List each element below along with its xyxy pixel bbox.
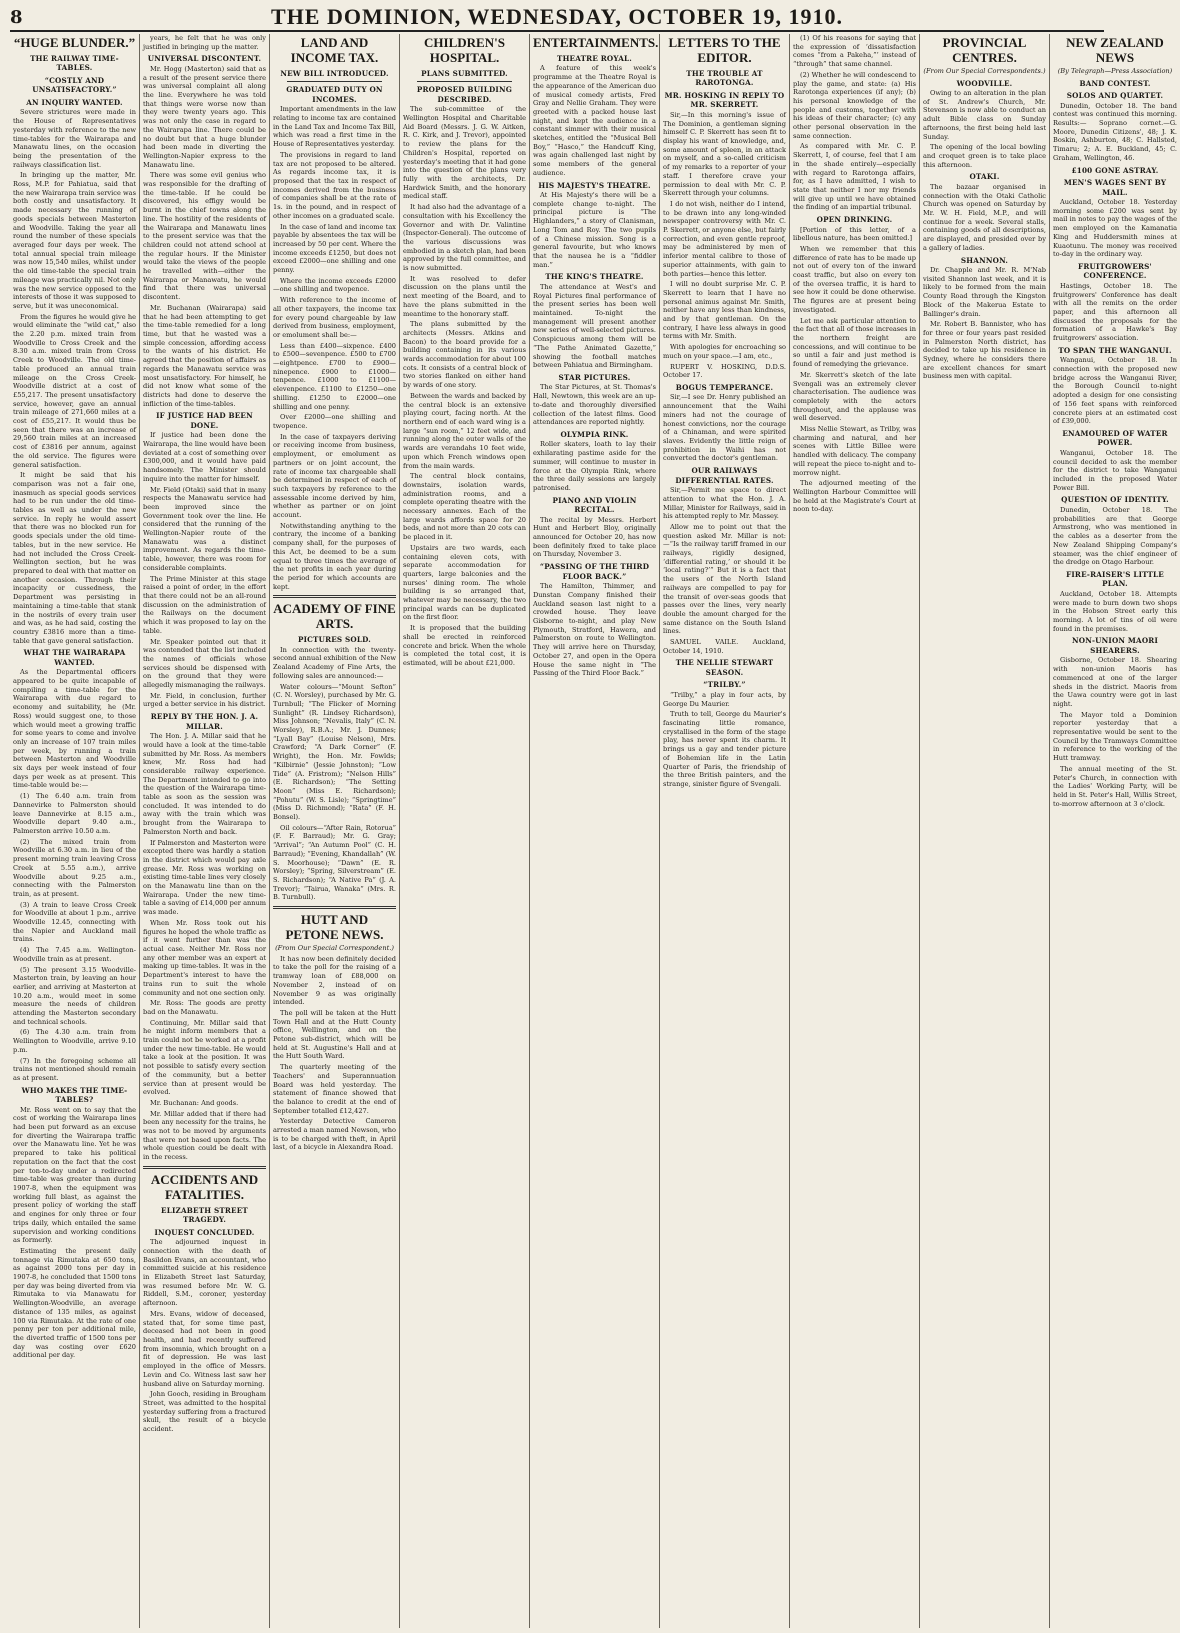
- subheading: UNIVERSAL DISCONTENT.: [147, 54, 262, 64]
- subheading: PICTURES SOLD.: [297, 635, 372, 645]
- paragraph: Less than £400—sixpence. £400 to £500—sevenpence. £500 to £700—eightpence. £700 to £900—ninepence. £900 to £1000—tenpence. £1000 to £1100—elevenpence. £1100 to £1250—one shilling. £1250 to £2000—one shilling and one penny.: [273, 341, 396, 411]
- paragraph: When we remember that this difference of rate has to be made up not out of every ton of the inward coast traffic, but also on every ton of the oversea traffic, it is hard to see how it could be done otherwise. The figures are at present being investigated.: [793, 244, 916, 314]
- paragraph: The recital by Messrs. Herbert Hunt and Herbert Bloy, originally announced for October 20, has now been definitely fixed to take place on Thursday, November 3.: [533, 515, 656, 559]
- paragraph: In bringing up the matter, Mr. Ross, M.P. for Pahiatua, said that the new Wairarapa train service was both costly and unsatisfactory. It made necessary the running of goods specials between Masterton and Woodville. Taking the year all round the number of these specials averaged four days per week. The total annual special train mileage was now 15,540 miles, whilst under the old time-table the special train mileage was practically nil. Not only was the new service opposed to the interests of those it was supposed to serve, but it was uneconomical.: [13, 171, 136, 310]
- paragraph: The adjourned meeting of the Wellington Harbour Committee will be held at the Magistrate's Court at noon to-day.: [793, 479, 916, 514]
- subheading: ELIZABETH STREET TRAGEDY.: [161, 1205, 248, 1225]
- paragraph: It is proposed that the building shall be erected in reinforced concrete and brick. When the whole is completed the total cost, it is estimated, will be about £21,000.: [403, 624, 526, 667]
- subheading: PIANO AND VIOLIN RECITAL.: [552, 495, 637, 515]
- paragraph: Mr. Field (Otaki) said that in many respects the Manawatu service had been improved since the Government took over the line. He considered that the running of the Wellington-Napier route of the Manawatu was a distinct improvement. As regards the time-table, however, there was room for considerable complaints.: [143, 485, 266, 572]
- paragraph: The plans submitted by the architects (Messrs. Atkins and Bacon) to the board provide for a building containing in its various wards accommodation for about 100 cots. It consists of a central block of two stories flanked on either hand by wards of one story.: [403, 320, 526, 390]
- paragraph: Notwithstanding anything to the contrary, the income of a banking company shall, for the purposes of this Act, be deemed to be a sum equal to three times the average of the net profits in each year during the period for which accounts are kept.: [273, 521, 396, 591]
- subheading: TO SPAN THE WANGANUI.: [1058, 345, 1172, 355]
- subheading: FIRE-RAISER'S LITTLE PLAN.: [1066, 569, 1164, 589]
- paragraph: The quarterly meeting of the Teachers' and Superannuation Board was held yesterday. The statement of finance showed that the balance to credit at the end of September totalled £12,427.: [273, 1063, 396, 1115]
- subheading: BAND CONTEST.: [1079, 78, 1151, 88]
- headline: PROVINCIAL CENTRES.: [942, 35, 1027, 65]
- paragraph: Wanganui, October 18. The council decided to ask the member for the district to take Wanganui included in the proposed Water Power Bill.: [1053, 448, 1177, 492]
- subheading: MEN'S WAGES SENT BY MAIL.: [1063, 178, 1167, 197]
- paragraph: Severe strictures were made in the House of Representatives yesterday with reference to the new time-tables for the Wairarapa and Manawatu lines, on the occasion being the presentation of the railways classification list.: [13, 108, 136, 169]
- paragraph: (2) Whether he will condescend to play the game, and state: (a) His Rarotonga experiences (if any); (b) his personal knowledge of the people and customs, together with his ideas of their character; (c) any other personal observation in the same connection.: [793, 70, 916, 140]
- headline: ENTERTAINMENTS.: [533, 35, 659, 50]
- paragraph: The Hon. J. A. Millar said that he would have a look at the time-table submitted by Mr. Ross. As members knew, Mr. Ross had had considerable railway experience. The Department intended to go into the question of the Wairarapa time-table as soon as the session was concluded. It was intended to do away with the train which was brought from the Wairarapa to Palmerston North and back.: [143, 732, 266, 836]
- paragraph: (3) A train to leave Cross Creek for Woodville at about 1 p.m., arrive Woodville 12.45, connecting with the Napier and Auckland mail trains.: [13, 900, 136, 944]
- subheading: THE TROUBLE AT RAROTONGA.: [686, 68, 763, 88]
- paragraph: Dunedin, October 18. The probabilities are that George Armstrong, who was mentioned in the cables as a deserter from the New Zealand Shipping Company's steamer, was the chief engineer of the dredge on Otago Harbour.: [1053, 505, 1177, 567]
- column-2: [140, 34, 270, 1628]
- subheading: OUR RAILWAYS DIFFERENTIAL RATES.: [675, 466, 774, 485]
- subheading: OLYMPIA RINK.: [560, 429, 629, 439]
- subheading: AN INQUIRY WANTED.: [26, 97, 123, 107]
- paragraph: The central block contains, downstairs, isolation wards, administration rooms, and a complete operating theatre with the necessary annexes. Each of the large wards affords space for 20 beds, and not more than 20 cots can be placed in it.: [403, 472, 526, 542]
- column-6: [660, 34, 790, 1628]
- headline: ACADEMY OF FINE ARTS.: [273, 601, 396, 632]
- paragraph: As compared with Mr. C. P. Skerrett, I, of course, feel that I am in the shade entirely—especially with regard to Rarotonga affairs, for, as I have admitted, I wish to state that neither I nor my friends will give up until we have obtained the finding of an impartial tribunal.: [793, 142, 916, 212]
- paragraph: If Palmerston and Masterton were excepted there was hardly a station in the district which would pay axle grease. Mr. Ross was working on existing time-table lines very closely on the Manawatu line than on the Wairarapa. Under the new time-table a saving of £14,000 per annum was made.: [143, 838, 266, 917]
- subheading: ENAMOURED OF WATER POWER.: [1062, 428, 1168, 448]
- paragraph: Mr. Hogg (Masterton) said that as a result of the present service there was universal complaint all along the line. Everywhere he was told that things were worse now than they were twenty years ago. This was not only the case in regard to the Wairarapa line. There could be no doubt but that a huge blunder had been made in diverting the Wellington-Napier express to the Manawatu line.: [143, 64, 266, 169]
- paragraph: I will no doubt surprise Mr. C. P. Skerrett to learn that I have no personal animus against Mr. Smith, neither have any less than kindness, and by that gentleman. On the contrary, I have less always in good terms with Mr. Smith.: [663, 280, 786, 341]
- double-rule: [143, 1166, 266, 1169]
- headline: CHILDREN'S HOSPITAL.: [424, 35, 505, 65]
- subheading: THE KING'S THEATRE.: [545, 272, 644, 282]
- paragraph: Dr. Chapple and Mr. R. M'Nab visited Shannon last week, and it is likely to be formed from the main County Road through the Kingston Block of the Makerua Estate to Ballinger's drain.: [923, 266, 1046, 318]
- paragraph: Wanganui, October 18. In connection with the proposed new bridge across the Wanganui River, the Borough Council to-night adopted a design for one consisting of 156 feet spans with reinforced concrete piers at an estimated cost of £39,000.: [1053, 356, 1177, 426]
- paragraph: Water colours—“Mount Sefton” (C. N. Worsley), purchased by Mr. G. Turnbull; “The Flicker of Morning Sunlight” (R. Lindsey Richardson), Miss Johnson; “Nevalis, Italy” (C. N. Worsley), R.B.A.; Mr. J. Dunnes; “Lyall Bay” (Louise Nelson), Mrs. Crawford; “A Dark Corner” (F. Wright), the Hon. Mr. Fowlds; “Kilbirnie” (Jessie Johnston); “Low Tide” (A. Fristrom); “Nelson Hills” (E. Richardson); “The Setting Moon” (Miss E. Richardson); “Pohutu” (W. S. Lisle); “Springtime” (Miss D. Richmond); “Rata” (F. H. Bonsel).: [273, 682, 396, 822]
- subheading: “PASSING OF THE THIRD FLOOR BACK.”: [539, 562, 650, 581]
- paragraph: The sub-committee of the Wellington Hospital and Charitable Aid Board (Messrs. J. G. W. Aitken, R. C. Kirk, and J. Trevor), appointed to review the plans for the Children's Hospital, reported on yesterday's meeting that it had gone into the question of the plans very fully with the architects, Dr. Hardwick Smith, and the honorary medical staff.: [403, 105, 526, 201]
- paragraph: The Hamilton, Thimmer, and Dunstan Company finished their Auckland season last night to a crowded house. They leave Gisborne to-night, and play New Plymouth, Stratford, Hawera, and Palmerston on route to Wellington. They will arrive here on Thursday, October 27, and open in the Opera House the same night in “The Passing of the Third Floor Back.”: [533, 582, 656, 678]
- paragraph: RUPERT V. HOSKING, D.D.S. October 17.: [663, 362, 786, 380]
- paragraph: Gisborne, October 18. Shearing with non-union Maoris has commenced at one of the larger sheds in the district. Maoris from the Uawa country were got in last night.: [1053, 656, 1177, 708]
- paragraph: In the case of taxpayers deriving or receiving income from business, employment, or emolument as partners or on joint account, the rate of income tax chargeable shall be determined in respect of each of such taxpayers by reference to the assessable income derived by him, whether as partner or on joint account.: [273, 432, 396, 520]
- paragraph: The bazaar organised in connection with the Otaki Catholic Church was opened on Saturday by Mr. W. H. Field, M.P., and will continue for a week. Several stalls, containing goods of all descriptions, are displayed, and presided over by a gallery of ladies.: [923, 182, 1046, 252]
- byline: (From Our Special Correspondents.): [923, 66, 1046, 75]
- subheading: SOLOS AND QUARTET.: [1066, 91, 1164, 101]
- paragraph: I do not wish, neither do I intend, to be drawn into any long-winded newspaper controversy with Mr. C. P. Skerrett, or anyone else, but fairly correction, and even gentle reproof, may be administered by men of inferior mental calibre to those of superior attainments, with gain to both parties—hence this letter.: [663, 199, 786, 278]
- column-7: [790, 34, 920, 1628]
- headline: ACCIDENTS AND FATALITIES.: [150, 1171, 259, 1202]
- paragraph: Sir,—I see Dr. Henry published an announcement that the Waihi miners had not the courage of honest convictions, nor the courage of a Chinaman, and were spirited slaves. Evidently the little reign of prohibition in Waihi has not converted the doctor's gentleman.: [663, 393, 786, 463]
- column-8: [920, 34, 1050, 1628]
- subheading: INQUEST CONCLUDED.: [154, 1227, 255, 1237]
- paragraph: In the case of land and income tax payable by absentees the tax will be increased by 50 per cent. Where the income exceeds £1250, but does not exceed £2000—one shilling and one penny.: [273, 222, 396, 275]
- column-1: [10, 34, 140, 1628]
- headline: LAND AND INCOME TAX.: [290, 35, 379, 65]
- paragraph: It had also had the advantage of a consultation with his Excellency the Governor and with Dr. Valintine (Inspector-General). The outcome of the various discussions was embodied in a sketch plan, had been approved by the full committee, and is now submitted.: [403, 203, 526, 273]
- paragraph: Upstairs are two wards, each containing eleven cots, with separate accommodation for quarters, large balconies and the nurses' dining room. The whole building is so arranged that, whatever may be necessary, the two principal wards can be duplicated on the first floor.: [403, 543, 526, 622]
- paragraph: Continuing, Mr. Millar said that he might inform members that a train could not be worked at a profit under the new time-table. He would take a look at the position. It was not possible to satisfy every section of the community, but a better service than at present would be evolved.: [143, 1018, 266, 1097]
- subheading: THEATRE ROYAL.: [557, 53, 632, 63]
- paragraph: Dunedin, October 18. The band contest was continued this morning. Results:— Soprano cornet.—G. Moore, Dunedin Citizens', 48; J. K. Boskin, Ashburton, 48; C. Hallsted, Timaru; 2; A. E. Buckland, 45; C. Graham, Wellington, 46.: [1053, 101, 1177, 162]
- paragraph: SAMUEL VAILE. Auckland, October 14, 1910.: [663, 638, 786, 655]
- paragraph: Important amendments in the law relating to income tax are contained in the Land Tax and Income Tax Bill, which was read a first time in the House of Representatives yesterday.: [273, 105, 396, 149]
- paragraph: (4) The 7.45 a.m. Wellington-Woodville train as at present.: [13, 946, 136, 963]
- paragraph: Sir,—Permit me space to direct attention to what the Hon. J. A. Millar, Minister for Railways, said in his attempted reply to Mr. Massey.: [663, 486, 786, 521]
- subheading: BOGUS TEMPERANCE.: [675, 382, 774, 392]
- paragraph: Mr. Buchanan (Wairarapa) said that he had been attempting to get the time-table remedied for a long time, but that he wasted was a simple concession, affording access to the wants of his district. He agreed that the position of affairs as regards the Manawatu service was most unsatisfactory. For himself, he did not know what some of the districts had done to deserve the infliction of the time-tables.: [143, 303, 266, 408]
- subheading: THE RAILWAY TIME-TABLES.: [30, 53, 119, 73]
- paragraph: Auckland, October 18. Yesterday morning some £200 was sent by mail in notes to pay the wages of the men employed on the Kamanatia King and Huddersmith mines at Kuaotunu. The money was received to-day in the ordinary way.: [1053, 198, 1177, 259]
- paragraph: Mr. Ross went on to say that the cost of working the Wairarapa lines had been put forward as an excuse for diverting the Wairarapa traffic over the Manawatu line. Yet he was prepared to take his political reputation on the fact that the cost per ton-to-day under a redirected time-table was greater than during 1907-8, when the equipment was working full blast, as against the present policy of working the staff and engines for only three or four trips daily, which entailed the same supervision and working conditions as formerly.: [13, 1105, 136, 1245]
- paragraph: Sir,—In this morning's issue of The Dominion, a gentleman signing himself C. P. Skerrett has seen fit to display his want of knowledge, and, some amount of spleen, in an attack on myself, and a so-called criticism of my remarks to a reporter of your staff. I therefore crave your permission to deal with Mr. C. P. Skerrett through your columns.: [663, 110, 786, 198]
- paragraph: Roller skaters, loath to lay their exhilarating pastime aside for the summer, will continue to muster in force at the Olympia Rink, where the three daily sessions are largely patronised.: [533, 440, 656, 492]
- paragraph: Between the wards and backed by the central block is an extensive playing court, facing north. At the northern end of each ward wing is a large “sun room,” 12 feet wide, and running along the outer walls of the wards are verandahs 10 feet wide, upon which French windows open from the main wards.: [403, 391, 526, 470]
- paragraph: Mr. Buchanan: And goods.: [150, 1098, 239, 1107]
- headline: LETTERS TO THE EDITOR.: [668, 35, 781, 65]
- double-rule: [273, 595, 396, 598]
- subheading: SHANNON.: [960, 255, 1009, 265]
- paragraph: The poll will be taken at the Hutt Town Hall and at the Hutt County office, Wellington, and on the Petone sub-district, which will be held at St. Augustine's Hall and at the Hutt South Ward.: [273, 1008, 396, 1061]
- subheading: OPEN DRINKING.: [816, 215, 893, 225]
- paragraph: Mr. Millar added that if there had been any necessity for the trains, he was not to be moved by arguments that were not based upon facts. The whole question could be dealt with in the recess.: [143, 1109, 266, 1162]
- paragraph: The Mayor told a Dominion reporter yesterday that a representative would be sent to the Council by the Tramways Committee in reference to the working of the Hutt tramway.: [1053, 710, 1177, 763]
- subheading: IF JUSTICE HAD BEEN DONE.: [156, 411, 253, 430]
- paragraph: The annual meeting of the St. Peter's Church, in connection with the Ladies' Working Party, will be held in St. Peter's Hall, Willis Street, to-morrow afternoon at 3 o'clock.: [1053, 764, 1177, 808]
- subheading: STAR PICTURES.: [558, 372, 631, 382]
- paragraph: Where the income exceeds £2000—one shilling and twopence.: [273, 276, 396, 294]
- column-9: [1050, 34, 1180, 1628]
- paragraph: (5) The present 3.15 Woodville-Masterton train, by leaving an hour earlier, and arriving at Masterton at 10.20 a.m., would meet in some measure the needs of children attending the Masterton secondary and technical schools.: [13, 965, 136, 1026]
- paragraph: Mr. Ross: The goods are pretty bad on the Manawatu.: [143, 999, 266, 1016]
- subheading: NEW BILL INTRODUCED.: [280, 68, 389, 78]
- paragraph: Estimating the present daily tonnage via Rimutaka at 650 tons, as against 2000 tons per day in 1907-8, he concluded that 1500 tons per day was being diverted from via Rimutaka to via Manawatu for Wellington-Woodville, an average distance of 135 miles, as against 100 via Rimutaka. At the rate of one penny per ton per additional mile, the diverted traffic of 1500 tons per day was costing over £620 additional per day.: [13, 1246, 136, 1360]
- column-4: [400, 34, 530, 1628]
- subheading: PLANS SUBMITTED.: [421, 68, 508, 78]
- paragraph: If justice had been done the Wairarapa, the line would have been deviated at a cost of something over £300,000, and it would have paid handsomely. The Minister should inquire into the matter for himself.: [143, 431, 266, 483]
- double-rule: [273, 906, 396, 909]
- paragraph: (7) In the foregoing scheme all trains not mentioned should remain as at present.: [13, 1056, 136, 1082]
- paragraph: It might be said that his comparison was not a fair one, inasmuch as special goods services had to be run under the old time-tables as well as under the new service. In reply he would assert that there was no blocked run for goods specials under the old time-tables, but in the new service. He had not included the Cross Creek-Wellington section, but he was prepared to deal with that matter on another occasion. Through their incapacity or cussedness, the Department was persisting in maintaining a time-table that stank in the nostrils of every train user and was, as he had said, costing the country £3816 more than a time-table that gave general satisfaction.: [13, 471, 136, 645]
- paragraph: There was some evil genius who was responsible for the drafting of the time-table. If he could be discovered, his effigy would be burnt in the chief towns along the line. The hostility of the residents of the Wairarapa and Manawatu lines to the present service was that the children could not attend school at the regular hours. If the Minister would take the views of the people he travelled with—either the Wairarapa or Manawatu, he would find that there was universal discontent.: [143, 171, 266, 302]
- paragraph: Mrs. Evans, widow of deceased, stated that, for some time past, deceased had not been in good health, and had recently suffered from insomnia, which brought on a fit of depression. He was last employed in the office of Messrs. Levin and Co. Witness last saw her husband alive on Saturday morning.: [143, 1309, 266, 1388]
- paragraph: The Star Pictures, at St. Thomas's Hall, Newtown, this week are an up-to-date and thoroughly diversified collection of the latest films. Good attendances are reported nightly.: [533, 383, 656, 427]
- subheading: £100 GONE ASTRAY.: [1071, 165, 1159, 175]
- paragraph: At His Majesty's there will be a complete change to-night. The principal picture is “The Highlanders,” a story of Clanisman, Long Tom and Roy. The two pupils of a Chinese mission. Song is a general favourite, but who knows that the nausea he is a “fiddler man.”: [533, 191, 656, 269]
- byline: (By Telegraph—Press Association): [1057, 66, 1173, 75]
- byline: (From Our Special Correspondent.): [275, 943, 394, 952]
- paragraph: When Mr. Ross took out his figures he hoped the whole traffic as if it went further than was the actual case. Neither Mr. Ross nor any other member was an expert at making up time-tables. It was in the Department's interest to have the trains run to suit the whole community and not one section only.: [143, 918, 266, 997]
- subheading: QUESTION OF IDENTITY.: [1061, 495, 1169, 505]
- subheading: “COSTLY AND UNSATISFACTORY.”: [32, 75, 117, 95]
- subheading: GRADUATED DUTY ON INCOMES.: [286, 85, 383, 104]
- paragraph: Miss Nellie Stewart, as Trilby, was charming and natural, and her scenes with Little Billee were handled with delicacy. The company will repeat the piece to-night and to-morrow night.: [793, 425, 916, 477]
- newspaper-title: THE DOMINION, WEDNESDAY, OCTOBER 19, 1910.: [271, 4, 843, 29]
- paragraph: Over £2000—one shilling and twopence.: [273, 413, 396, 430]
- subheading: “TRILBY.”: [703, 680, 746, 690]
- subheading: HIS MAJESTY'S THEATRE.: [538, 180, 651, 190]
- subheading: NON-UNION MAORI SHEARERS.: [1071, 636, 1159, 655]
- short-rule: [287, 81, 382, 82]
- paragraph: (1) Of his reasons for saying that the expression of ‘dissatisfaction comes “from a Pakeha,”’ instead of “through” that same channel.: [793, 34, 916, 69]
- paragraph: Mr. Speaker pointed out that it was contended that the list included the names of officials whose services should be dispensed with on the ground that they were allegedly mismanaging the railways.: [143, 637, 266, 690]
- paragraph: It has now been definitely decided to take the poll for the raising of a tramway loan of £88,000 on November 2, instead of on November 9 as was originally intended.: [273, 954, 396, 1007]
- paragraph: Owing to an alteration in the plan of St. Andrew's Church, Mr. Stevenson is now able to conduct an adult Bible class on Sunday afternoons, the first being held last Sunday.: [923, 89, 1046, 141]
- paragraph: Mr. Robert B. Bannister, who has for three or four years past resided in Palmerston North district, has decided to take up his residence in Sydney, where he considers there are excellent chances for smart business men with capital.: [923, 320, 1046, 381]
- subheading: MR. HOSKING IN REPLY TO MR. SKERRETT.: [664, 90, 785, 110]
- paragraph: As the Departmental officers appeared to be quite incapable of compiling a time-table for the Wairarapa with due regard to economy and suitability, he (Mr. Ross) would suggest one, to those which would meet a growing traffic for some years to come and involve only an increase of 107 train miles per week, by running a train between Masterton and Woodville six days per week instead of four days per week as at present. This time-table would be:—: [13, 668, 136, 790]
- masthead: [10, 4, 1104, 32]
- subheading: WOODVILLE.: [956, 78, 1013, 88]
- short-rule: [417, 81, 512, 82]
- headline: NEW ZEALAND NEWS: [1066, 35, 1164, 65]
- paragraph: years, he felt that he was only justified in bringing up the matter.: [143, 34, 266, 51]
- paragraph: It was resolved to defer discussion on the plans until the next meeting of the Board, and to have the plans submitted in the meantime to the honorary staff.: [403, 274, 526, 318]
- paragraph: Yesterday Detective Cameron arrested a man named Newson, who is to be charged with theft, in April last, of a bicycle in Alexandra Road.: [273, 1117, 396, 1152]
- paragraph: Truth to tell, George du Maurier's fascinating little romance, crystallised in the form of the stage play, has never spent its charm. It brings us a gay and tender picture of Bohemian life in the Latin Quarter of Paris, the friendship of the three British painters, and the strange, sinister figure of Svengali.: [663, 710, 786, 788]
- paragraph: Let me ask particular attention to the fact that all of those increases in the northern freight are concessions, and will continue to be so until a fair and just method is found of remedying the grievance.: [793, 316, 916, 369]
- paragraph: (1) The 6.40 a.m. train from Dannevirke to Palmerston should leave Dannevirke at 8.15 a.m., Woodville depart 9.40 a.m., Palmerston arrive 10.50 a.m.: [13, 792, 136, 835]
- paragraph: [Portion of this letter, of a libellous nature, has been omitted.]: [793, 225, 916, 243]
- paragraph: In connection with the twenty-second annual exhibition of the New Zealand Academy of Fine Arts, the following sales are announced:—: [273, 645, 396, 680]
- subheading: THE NELLIE STEWART SEASON.: [675, 658, 774, 677]
- paragraph: John Gooch, residing in Brougham Street, was admitted to the hospital yesterday suffering from a fractured skull, the result of a bicycle accident.: [143, 1390, 266, 1434]
- paragraph: Allow me to point out that the question asked Mr. Millar is not:—“Is the railway tariff framed in our railways, rigidly designed, ‘differential rating,’ or should it be ‘local rating?’” But it is a fact that the users of the North Island railways are compelled to pay for the transit of over-seas goods that passes over the lines, very nearly double the amount charged for the same distance on the South Island lines.: [663, 522, 786, 636]
- paragraph: The opening of the local bowling and croquet green is to take place this afternoon.: [923, 143, 1046, 169]
- headline: “HUGE BLUNDER.”: [13, 35, 136, 50]
- paragraph: Auckland, October 18. Attempts were made to burn down two shops in the Hobson Street early this morning. A lot of tins of oil were found in the premises.: [1053, 589, 1177, 633]
- subheading: OTAKI.: [969, 172, 1000, 182]
- headline: HUTT AND PETONE NEWS.: [285, 912, 384, 943]
- subheading: REPLY BY THE HON. J. A. MILLAR.: [150, 712, 259, 731]
- paragraph: “Trilby,” a play in four acts, by George Du Maurier.: [663, 690, 786, 708]
- subheading: WHAT THE WAIRARAPA WANTED.: [23, 648, 126, 667]
- paragraph: The adjourned inquest in connection with the death of Basildon Evans, an accountant, who committed suicide at his residence in Elizabeth Street last Saturday, was resumed before Mr. W. G. Riddell, S.M., coroner, yesterday afternoon.: [143, 1238, 266, 1308]
- paragraph: With apologies for encroaching so much on your space.—I am, etc.,: [663, 343, 786, 360]
- page-number: 8: [10, 6, 23, 28]
- paragraph: The Prime Minister at this stage raised a point of order, in the effort that there could not be an all-round discussion on the administration of the Railways on the document which it was proposed to lay on the table.: [143, 574, 266, 635]
- paragraph: From the figures he would give he would eliminate the “wild cat,” also the 2.20 p.m. mixed train from Woodville to Cross Creek and the 8.30 a.m. mixed train from Cross Creek to Woodville. The old time-table produced an annual train mileage on the Cross Creek-Woodville district at a cost of £55,217. The present unsatisfactory service, however, gave an annual train mileage of 271,660 miles at a cost of £55,217. It would thus be seen that there was an increase of 29,560 train miles at an increased cost of £3816 per annum, against the old service. The figures were general satisfaction.: [13, 312, 136, 469]
- columns-container: [10, 34, 1177, 1628]
- subheading: WHO MAKES THE TIME-TABLES?: [21, 1085, 128, 1105]
- paragraph: A feature of this week's programme at the Theatre Royal is the appearance of the American duo of musical comedy artists, Fred Gray and Nellie Graham. They were greeted with a packed house last night, and kept the audience in a constant simmer with their musical sketches, entitled the “Musical Bell Boy,” “Hasco,” the Handcuff King, was again challenged last night by some members of the general audience.: [533, 64, 656, 177]
- paragraph: Oil colours—“After Rain, Rotorua” (F. F. Barraud); Mr. G. Gray; “Arrival”; “An Autumn Pool” (C. H. Barraud); “Evening, Khandallah” (W. S. Moorhouse); “Dawn” (E. R. Worsley); “Spring, Silverstream” (E. S. Richardson); “A Native Pa” (J. A. Trevor); “Tairua, Wanaka” (Mrs. R. B. Turnbull).: [273, 823, 396, 902]
- paragraph: With reference to the income of all other taxpayers, the income tax for every pound chargeable by law derived from business, employment, or emolument shall be:—: [273, 296, 396, 339]
- subheading: FRUITGROWERS' CONFERENCE.: [1078, 261, 1152, 281]
- paragraph: Mr. Skerrett's sketch of the late Svengali was an extremely clever characterisation. The audience was completely with the actors throughout, and the applause was well deserved.: [793, 370, 916, 423]
- subheading: PROPOSED BUILDING DESCRIBED.: [416, 85, 513, 104]
- paragraph: (6) The 4.30 a.m. train from Wellington to Woodville, arrive 9.10 p.m.: [13, 1028, 136, 1054]
- column-3: [270, 34, 400, 1628]
- paragraph: Mr. Field, in conclusion, further urged a better service in his district.: [143, 691, 266, 709]
- paragraph: The provisions in regard to land tax are not proposed to be altered. As regards income tax, it is proposed that the tax in respect of incomes derived from the business of companies shall be at the rate of 1s. in the pound, and in respect of other incomes on a graduated scale.: [273, 150, 396, 220]
- paragraph: Hastings, October 18. The fruitgrowers' Conference has dealt with all the remits on the order paper, and this afternoon all discussed the proposals for the formation of a Hawke's Bay fruitgrowers' association.: [1053, 281, 1177, 343]
- paragraph: The attendance at West's and Royal Pictures final performance of the present series has been well maintained. To-night the management will present another new series of well-selected pictures. Conspicuous among them will be “The Pathe Animated Gazette,” showing the football matches between Pahiatua and Birmingham.: [533, 282, 656, 370]
- column-5: [530, 34, 660, 1628]
- paragraph: (2) The mixed train from Woodville at 6.30 a.m. in lieu of the present morning train leaving Cross Creek at 5.55 a.m.), arrive Woodville about 9.25 a.m., connecting with the Palmerston train, as at present.: [13, 837, 136, 898]
